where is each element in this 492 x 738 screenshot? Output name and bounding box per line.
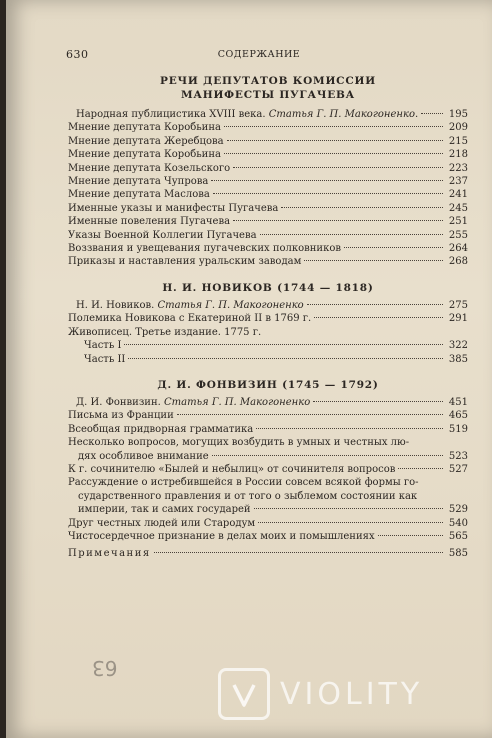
toc-entry-reply: К г. сочинителю «Былей и небылиц» от сочинителя вопросов 527: [68, 463, 468, 475]
toc-entry: Н. И. Новиков. Статья Г. П. Макогоненко 275: [76, 299, 468, 311]
toc-page: 527: [448, 463, 468, 475]
section-title-novikov: Н. И. НОВИКОВ (1744 — 1818): [162, 281, 374, 294]
toc-entry: Чистосердечное признание в делах моих и помышлениях 565: [68, 530, 468, 542]
toc-page: 251: [448, 216, 468, 228]
toc-page: 519: [448, 423, 468, 435]
toc-page: 565: [448, 530, 468, 542]
toc-page: 465: [448, 410, 468, 422]
toc-entry: Мнение депутата Чупрова 237: [68, 176, 468, 188]
toc-entry: Мнение депутата Жеребцова 215: [68, 135, 468, 147]
toc-page: 215: [448, 135, 468, 147]
toc-entry: Народная публицистика XVIII века. Статья Г. П. Макогоненко. 195: [76, 109, 468, 120]
toc-entry: Воззвания и увещевания пугачевских полковников 264: [68, 243, 468, 255]
toc-page: 540: [448, 517, 468, 529]
toc-entry-notes: Примечания 585: [68, 548, 468, 560]
table-of-contents: [68, 74, 468, 561]
section-title-manifests: МАНИФЕСТЫ ПУГАЧЕВА: [180, 89, 356, 101]
ink-stamp: 63: [92, 656, 118, 680]
toc-entry-reasoning: Рассуждение о истребившейся в России совсем всякой формы го- сударственного правления и от того о зыблемом состоянии как империи, так и самих государей 529: [68, 477, 468, 516]
page-header: [66, 48, 452, 64]
toc-entry: Мнение депутата Козельского 223: [68, 162, 468, 174]
toc-entry: Приказы и наставления уральским заводам 268: [68, 256, 468, 268]
book-page: [6, 0, 492, 738]
toc-page: 275: [448, 299, 468, 311]
toc-entry: Мнение депутата Коробьина 209: [68, 122, 468, 134]
toc-entry: Именные указы и манифесты Пугачева 245: [68, 202, 468, 214]
toc-entry: Часть II 385: [84, 353, 468, 365]
toc-entry: Мнение депутата Коробьина 218: [68, 149, 468, 161]
toc-page: 237: [448, 176, 468, 188]
toc-page: 385: [448, 353, 468, 365]
toc-page: 322: [448, 340, 468, 352]
toc-entry: Полемика Новикова с Екатериной II в 1769 г. 291: [68, 313, 468, 325]
page-title: СОДЕРЖАНИЕ: [217, 49, 301, 60]
section-title-fonvizin: Д. И. ФОНВИЗИН (1745 — 1792): [157, 378, 379, 391]
toc-page: 264: [448, 243, 468, 255]
toc-entry: Друг честных людей или Стародум 540: [68, 517, 468, 529]
toc-entry: Указы Военной Коллегии Пугачева 255: [68, 229, 468, 241]
toc-entry: Д. И. Фонвизин. Статья Г. П. Макогоненко 451: [76, 396, 468, 408]
toc-page: 255: [448, 229, 468, 241]
watermark-text: VIOLITY: [280, 676, 424, 712]
toc-page: 209: [448, 122, 468, 134]
toc-entry: Именные повеления Пугачева 251: [68, 216, 468, 228]
toc-entry-questions: Несколько вопросов, могущих возбудить в умных и честных лю- дях особливое внимание 523: [68, 437, 468, 462]
toc-entry: Мнение депутата Маслова 241: [68, 189, 468, 201]
toc-entry: Часть I 322: [84, 340, 468, 352]
toc-page: 585: [448, 548, 468, 560]
toc-page: 241: [448, 189, 468, 201]
toc-page: 268: [448, 256, 468, 268]
toc-page: 195: [448, 109, 468, 120]
toc-page: 218: [448, 149, 468, 161]
section-title-commission: РЕЧИ ДЕПУТАТОВ КОМИССИИ: [160, 75, 376, 87]
toc-entry-zhivopisets: Живописец. Третье издание. 1775 г.: [68, 326, 262, 338]
toc-entry: Всеобщая придворная грамматика 519: [68, 423, 468, 435]
violity-logo-icon: [218, 668, 270, 720]
toc-page: 291: [448, 313, 468, 325]
page-number: 630: [66, 48, 89, 61]
toc-page: 523: [448, 450, 468, 462]
toc-page: 529: [448, 504, 468, 516]
toc-page: 245: [448, 202, 468, 214]
watermark: [218, 668, 423, 720]
toc-page: 451: [448, 396, 468, 408]
toc-page: 223: [448, 162, 468, 174]
toc-entry: Письма из Франции 465: [68, 410, 468, 422]
